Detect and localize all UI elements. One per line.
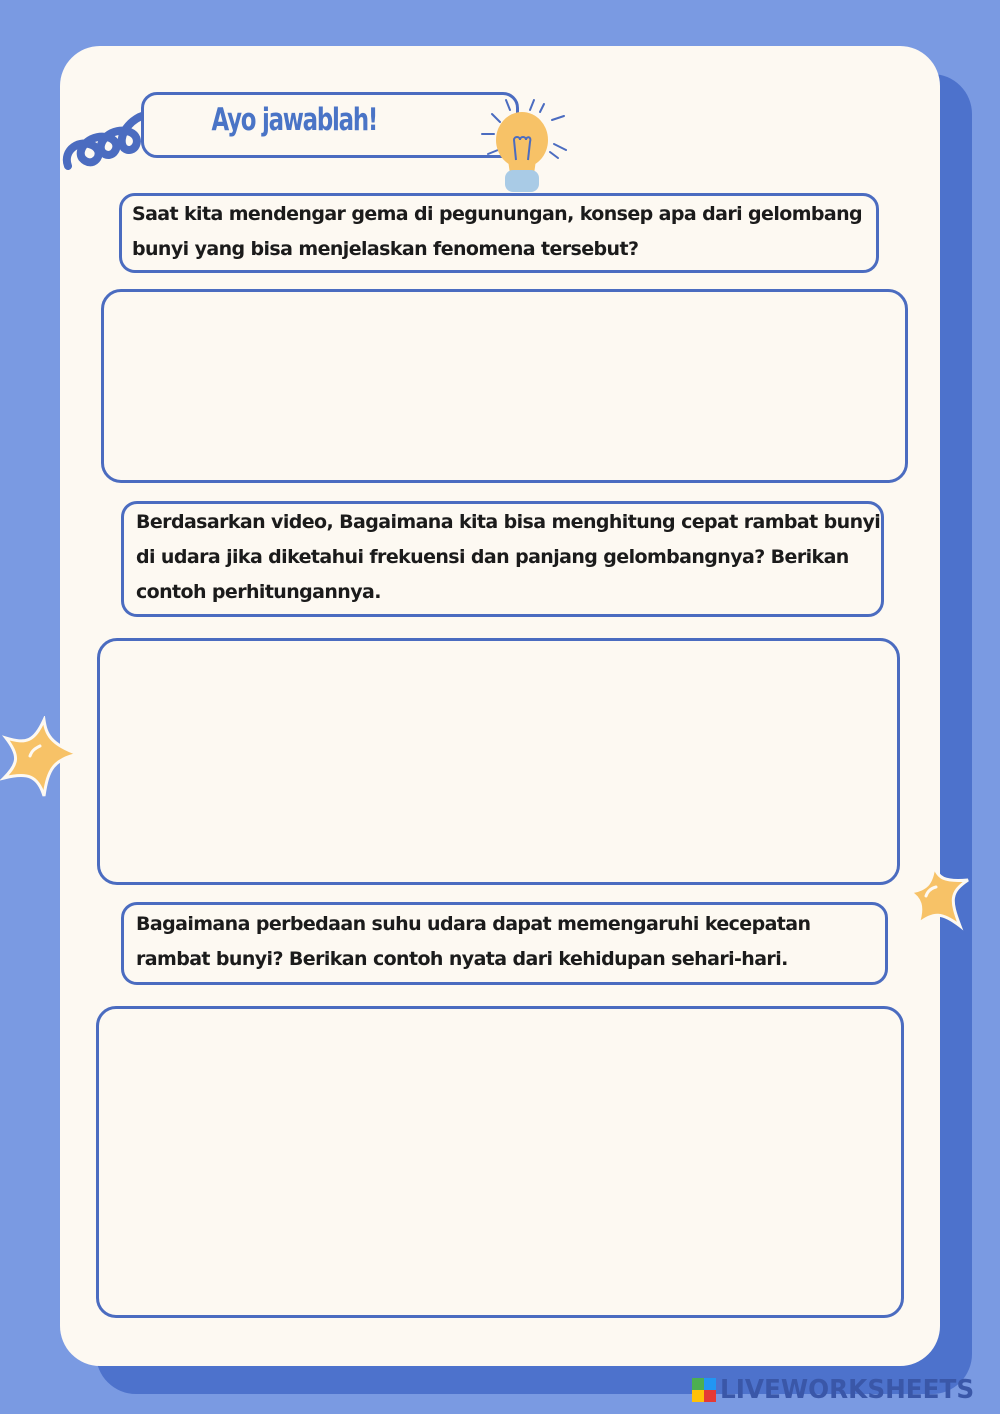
brand-name: LIVEWORKSHEETS [720,1375,975,1405]
answer-3-field[interactable] [96,1006,904,1318]
star-icon [906,862,974,932]
answer-1-field[interactable] [101,289,908,483]
question-2-text [136,505,880,610]
answer-2-field[interactable] [97,638,900,885]
liveworksheets-brand[interactable] [692,1374,988,1406]
question-1-text [132,197,862,267]
liveworksheets-logo-icon [692,1378,716,1402]
question-1-line-1: Saat kita mendengar gema di pegunungan, konsep apa dari gelombang [132,203,863,225]
question-3-line-2: rambat bunyi? Berikan contoh nyata dari kehidupan sehari-hari. [136,948,788,970]
page-title: Ayo jawablah! [211,102,378,138]
question-1-line-2: bunyi yang bisa menjelaskan fenomena tersebut? [132,238,639,260]
question-2-line-1: Berdasarkan video, Bagaimana kita bisa menghitung cepat rambat bunyi [136,511,881,533]
question-2-line-3: contoh perhitungannya. [136,581,381,603]
lightbulb-icon [478,96,572,200]
question-3-line-1: Bagaimana perbedaan suhu udara dapat memengaruhi kecepatan [136,913,811,935]
question-2-line-2: di udara jika diketahui frekuensi dan panjang gelombangnya? Berikan [136,546,849,568]
star-icon [0,716,82,802]
question-3-text [136,907,810,977]
